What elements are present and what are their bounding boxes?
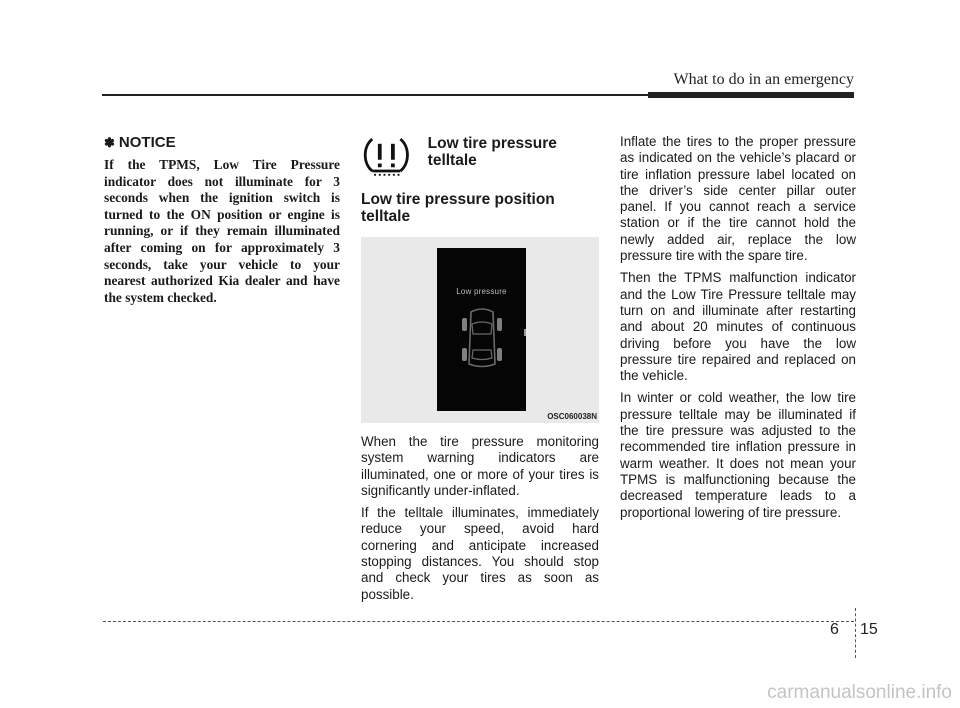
notice-heading bbox=[104, 134, 340, 151]
instructions-column bbox=[620, 134, 856, 527]
watermark: carmanualsonline.info bbox=[767, 682, 952, 703]
telltale-title: Low tire pressure telltale bbox=[427, 135, 557, 169]
notice-body: If the TPMS, Low Tire Pressure indicator does not illuminate for 3 seconds when the ignition switch is turned to the ON position or engine is running, or if they remain illuminated after coming on for approximately 3 seconds, take your vehicle to your nearest authorized Kia dealer and have the system checked. bbox=[104, 157, 340, 305]
footer-divider bbox=[855, 608, 856, 658]
position-telltale-heading: Low tire pressure position telltale bbox=[361, 191, 555, 225]
header-bar bbox=[648, 92, 854, 98]
cluster-display bbox=[437, 248, 526, 411]
paragraph: Then the TPMS malfunction indicator and the Low Tire Pressure telltale may turn on and illuminate after restarting and about 20 minutes of continuous driving before you have the low pressure tire repaired and replaced on the vehicle. bbox=[620, 270, 856, 384]
paragraph: If the telltale illuminates, immediately reduce your speed, avoid hard cornering and anticipate increased stopping distances. You should stop and check your tires as soon as possible. bbox=[361, 505, 599, 602]
chapter-number: 6 bbox=[830, 621, 839, 638]
display-label: Low pressure bbox=[456, 287, 507, 296]
car-top-view-icon bbox=[461, 306, 503, 370]
footer-rule bbox=[103, 621, 854, 622]
tire-pressure-warning-icon bbox=[361, 134, 412, 178]
notice-asterisk-icon: ✽ bbox=[104, 134, 115, 150]
telltale-row bbox=[361, 134, 599, 186]
paragraph: Inflate the tires to the proper pressure as indicated on the vehicle’s placard or tire inflation pressure label located on the driver’s side center pillar outer panel. If you cannot reach a service station or if the tire cannot hold the newly added air, replace the low pressure tire with the spare tire. bbox=[620, 134, 856, 264]
page-number: 15 bbox=[860, 621, 878, 638]
telltale-column bbox=[361, 134, 599, 609]
section-title: What to do in an emergency bbox=[673, 71, 854, 88]
paragraph: When the tire pressure monitoring system warning indicators are illuminated, one or more of your tires is significantly under-inflated. bbox=[361, 434, 599, 498]
notice-column bbox=[104, 134, 340, 306]
paragraph: In winter or cold weather, the low tire pressure telltale may be illuminated if the tire pressure was adjusted to the recommended tire inflation pressure in warm weather. It does not mean your TPMS is malfunctioning because the decreased temperature leads to a proportional lowering of tire pressure. bbox=[620, 390, 856, 520]
notice-heading-text: NOTICE bbox=[118, 134, 176, 151]
figure-tick-mark bbox=[524, 329, 526, 336]
figure-code: OSC060038N bbox=[547, 412, 597, 421]
cluster-figure bbox=[361, 237, 599, 423]
